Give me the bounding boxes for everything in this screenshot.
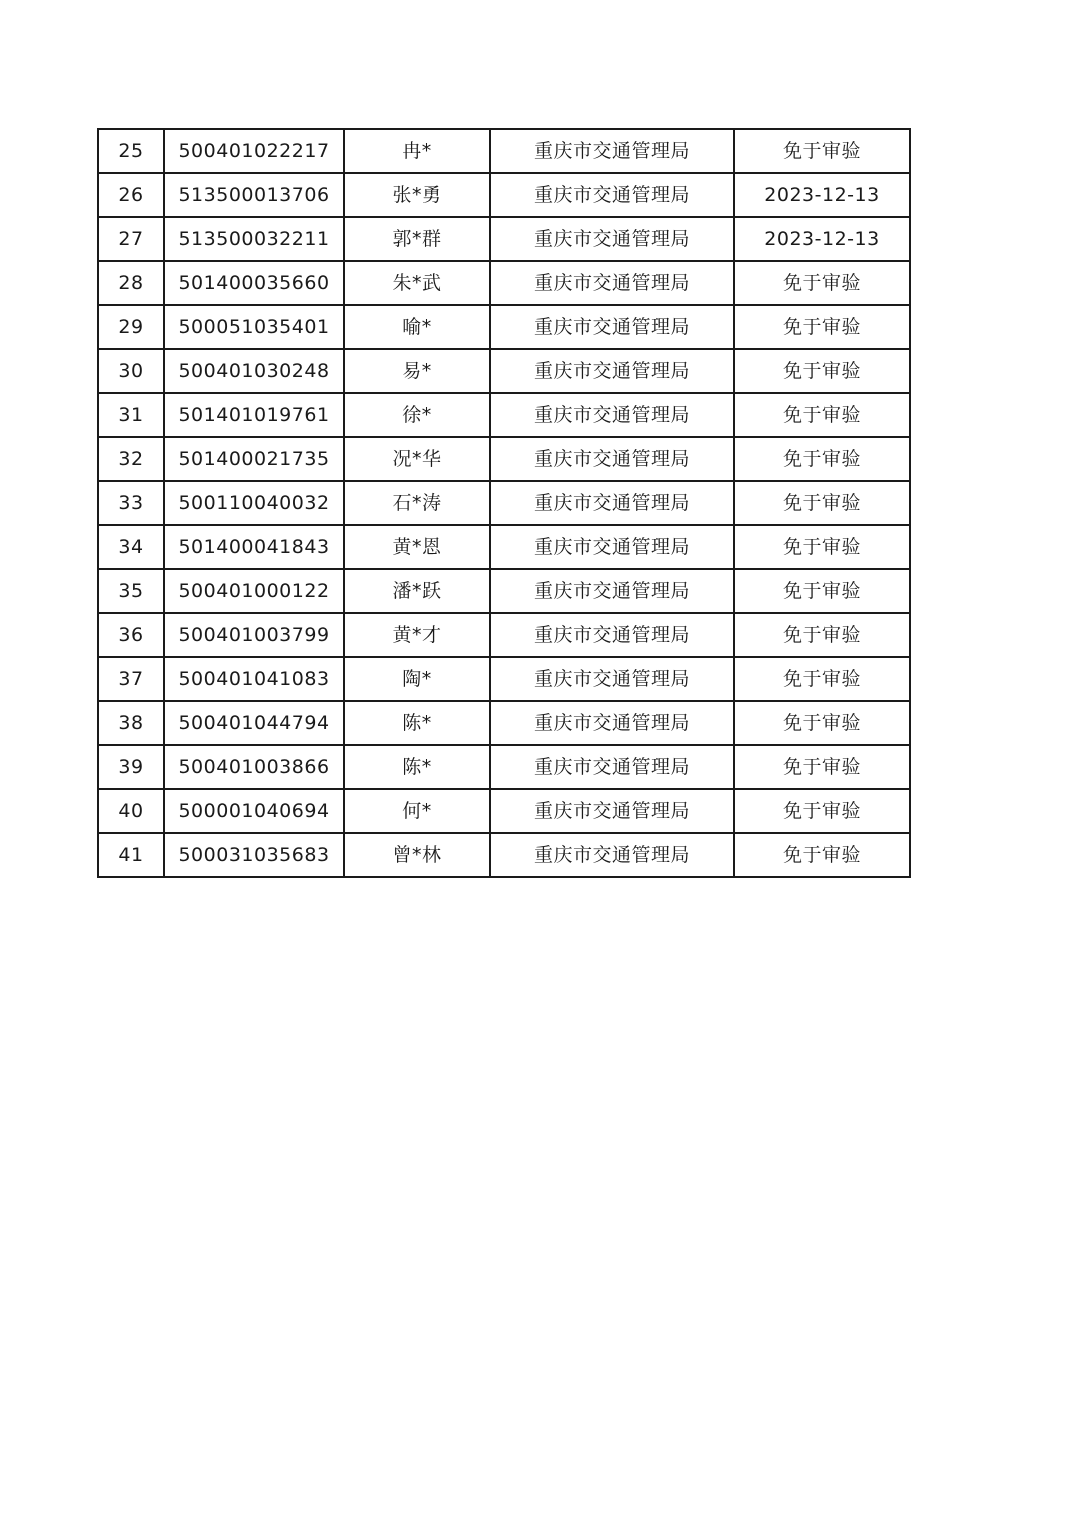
review-status-cell: 免于审验 — [734, 261, 910, 305]
row-number-cell: 37 — [98, 657, 164, 701]
row-number-cell: 31 — [98, 393, 164, 437]
table-row — [98, 261, 910, 305]
table-row — [98, 129, 910, 173]
row-number-cell: 38 — [98, 701, 164, 745]
table-row — [98, 657, 910, 701]
row-number-cell: 36 — [98, 613, 164, 657]
row-number-cell: 35 — [98, 569, 164, 613]
certificate-number-cell: 500001040694 — [164, 789, 344, 833]
issuing-authority-cell: 重庆市交通管理局 — [490, 173, 734, 217]
issuing-authority-cell: 重庆市交通管理局 — [490, 305, 734, 349]
row-number-cell: 27 — [98, 217, 164, 261]
table-row — [98, 789, 910, 833]
review-status-cell: 免于审验 — [734, 349, 910, 393]
table-row — [98, 613, 910, 657]
row-number-cell: 29 — [98, 305, 164, 349]
review-status-cell: 2023-12-13 — [734, 217, 910, 261]
review-status-cell: 免于审验 — [734, 569, 910, 613]
name-cell: 喻* — [344, 305, 490, 349]
name-cell: 石*涛 — [344, 481, 490, 525]
name-cell: 况*华 — [344, 437, 490, 481]
certificate-number-cell: 501401019761 — [164, 393, 344, 437]
name-cell: 陈* — [344, 745, 490, 789]
issuing-authority-cell: 重庆市交通管理局 — [490, 217, 734, 261]
issuing-authority-cell: 重庆市交通管理局 — [490, 701, 734, 745]
row-number-cell: 32 — [98, 437, 164, 481]
row-number-cell: 28 — [98, 261, 164, 305]
issuing-authority-cell: 重庆市交通管理局 — [490, 393, 734, 437]
table-row — [98, 217, 910, 261]
review-status-cell: 免于审验 — [734, 701, 910, 745]
table-row — [98, 481, 910, 525]
issuing-authority-cell: 重庆市交通管理局 — [490, 525, 734, 569]
certificate-number-cell: 501400041843 — [164, 525, 344, 569]
review-status-cell: 免于审验 — [734, 789, 910, 833]
certificate-number-cell: 501400035660 — [164, 261, 344, 305]
row-number-cell: 34 — [98, 525, 164, 569]
review-status-cell: 2023-12-13 — [734, 173, 910, 217]
certificate-number-cell: 500031035683 — [164, 833, 344, 877]
name-cell: 徐* — [344, 393, 490, 437]
table-row — [98, 349, 910, 393]
table-row — [98, 701, 910, 745]
certificate-number-cell: 500401003866 — [164, 745, 344, 789]
certificate-number-cell: 501400021735 — [164, 437, 344, 481]
issuing-authority-cell: 重庆市交通管理局 — [490, 437, 734, 481]
records-table-body — [98, 129, 910, 877]
review-status-cell: 免于审验 — [734, 393, 910, 437]
review-status-cell: 免于审验 — [734, 613, 910, 657]
table-row — [98, 569, 910, 613]
name-cell: 朱*武 — [344, 261, 490, 305]
issuing-authority-cell: 重庆市交通管理局 — [490, 745, 734, 789]
row-number-cell: 33 — [98, 481, 164, 525]
row-number-cell: 30 — [98, 349, 164, 393]
certificate-number-cell: 500401022217 — [164, 129, 344, 173]
certificate-number-cell: 500401030248 — [164, 349, 344, 393]
table-row — [98, 745, 910, 789]
review-status-cell: 免于审验 — [734, 129, 910, 173]
name-cell: 潘*跃 — [344, 569, 490, 613]
row-number-cell: 26 — [98, 173, 164, 217]
review-status-cell: 免于审验 — [734, 305, 910, 349]
issuing-authority-cell: 重庆市交通管理局 — [490, 569, 734, 613]
name-cell: 曾*林 — [344, 833, 490, 877]
row-number-cell: 40 — [98, 789, 164, 833]
certificate-number-cell: 500401041083 — [164, 657, 344, 701]
review-status-cell: 免于审验 — [734, 525, 910, 569]
review-status-cell: 免于审验 — [734, 833, 910, 877]
table-row — [98, 173, 910, 217]
certificate-number-cell: 500401000122 — [164, 569, 344, 613]
name-cell: 郭*群 — [344, 217, 490, 261]
table-row — [98, 833, 910, 877]
review-status-cell: 免于审验 — [734, 481, 910, 525]
table-row — [98, 393, 910, 437]
issuing-authority-cell: 重庆市交通管理局 — [490, 613, 734, 657]
issuing-authority-cell: 重庆市交通管理局 — [490, 481, 734, 525]
review-status-cell: 免于审验 — [734, 745, 910, 789]
review-status-cell: 免于审验 — [734, 657, 910, 701]
review-status-cell: 免于审验 — [734, 437, 910, 481]
name-cell: 冉* — [344, 129, 490, 173]
issuing-authority-cell: 重庆市交通管理局 — [490, 833, 734, 877]
issuing-authority-cell: 重庆市交通管理局 — [490, 349, 734, 393]
certificate-number-cell: 500051035401 — [164, 305, 344, 349]
certificate-number-cell: 500401003799 — [164, 613, 344, 657]
issuing-authority-cell: 重庆市交通管理局 — [490, 789, 734, 833]
certificate-number-cell: 500110040032 — [164, 481, 344, 525]
records-table — [97, 128, 911, 878]
row-number-cell: 39 — [98, 745, 164, 789]
issuing-authority-cell: 重庆市交通管理局 — [490, 657, 734, 701]
certificate-number-cell: 513500032211 — [164, 217, 344, 261]
name-cell: 何* — [344, 789, 490, 833]
issuing-authority-cell: 重庆市交通管理局 — [490, 129, 734, 173]
issuing-authority-cell: 重庆市交通管理局 — [490, 261, 734, 305]
row-number-cell: 41 — [98, 833, 164, 877]
name-cell: 易* — [344, 349, 490, 393]
name-cell: 陶* — [344, 657, 490, 701]
name-cell: 陈* — [344, 701, 490, 745]
row-number-cell: 25 — [98, 129, 164, 173]
certificate-number-cell: 500401044794 — [164, 701, 344, 745]
table-row — [98, 437, 910, 481]
name-cell: 黄*恩 — [344, 525, 490, 569]
name-cell: 张*勇 — [344, 173, 490, 217]
table-row — [98, 525, 910, 569]
certificate-number-cell: 513500013706 — [164, 173, 344, 217]
name-cell: 黄*才 — [344, 613, 490, 657]
table-row — [98, 305, 910, 349]
